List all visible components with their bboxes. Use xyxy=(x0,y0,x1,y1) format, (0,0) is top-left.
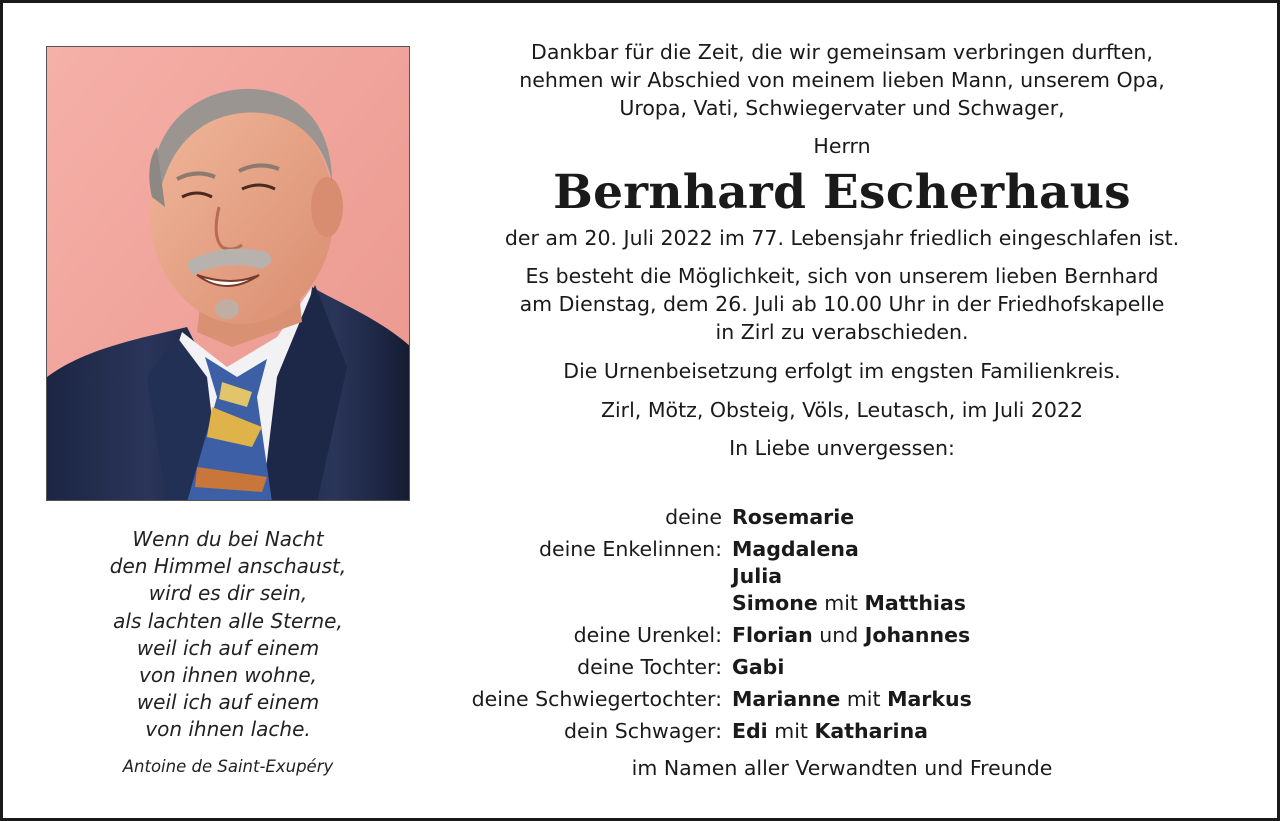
salutation: Herrn xyxy=(813,134,871,158)
family-name: Simone xyxy=(732,591,818,615)
family-row-granddaughters xyxy=(442,536,1242,617)
farewell-line: in Zirl zu verabschieden. xyxy=(715,320,969,344)
family-name: Matthias xyxy=(864,591,966,615)
family-name: Edi xyxy=(732,719,768,743)
family-row-wife xyxy=(442,504,1242,531)
poem-line: den Himmel anschaust, xyxy=(109,554,347,579)
intro-paragraph xyxy=(442,38,1242,122)
family-name: Rosemarie xyxy=(732,505,855,529)
relation-label: dein Schwager: xyxy=(563,719,722,743)
relation-label: deine Enkelinnen: xyxy=(538,537,722,561)
family-list xyxy=(442,504,1242,750)
relation-names xyxy=(732,718,1242,745)
in-love-heading: In Liebe unvergessen: xyxy=(729,436,955,460)
poem-line: von ihnen wohne, xyxy=(139,663,317,688)
farewell-line: am Dienstag, dem 26. Juli ab 10.00 Uhr in der Friedhofskapelle xyxy=(519,292,1165,316)
relation-label: deine Tochter: xyxy=(577,655,722,679)
place-date: Zirl, Mötz, Obsteig, Völs, Leutasch, im Juli 2022 xyxy=(600,398,1084,422)
family-name: Magdalena xyxy=(732,537,859,561)
farewell-paragraph xyxy=(442,262,1242,346)
urn-notice: Die Urnenbeisetzung erfolgt im engsten Familienkreis. xyxy=(563,359,1121,383)
poem-line: weil ich auf einem xyxy=(136,635,320,660)
intro-line: Dankbar für die Zeit, die wir gemeinsam verbringen durften, xyxy=(531,40,1153,64)
family-name: Johannes xyxy=(864,623,971,647)
family-row-daughter xyxy=(442,654,1242,681)
poem-line: wird es dir sein, xyxy=(148,581,308,606)
relation-label: deine Schwiegertochter: xyxy=(471,687,722,711)
relation-names xyxy=(732,622,1242,649)
connector-word: mit xyxy=(774,719,808,743)
family-name: Gabi xyxy=(732,655,785,679)
family-row-brother-in-law xyxy=(442,718,1242,745)
family-name: Katharina xyxy=(814,719,928,743)
relation-names xyxy=(732,686,1242,713)
poem-author: Antoine de Saint-Exupéry xyxy=(122,757,334,776)
poem-line: als lachten alle Sterne, xyxy=(113,608,343,633)
family-name: Marianne xyxy=(732,687,841,711)
family-name: Markus xyxy=(887,687,972,711)
family-row-daughter-in-law xyxy=(442,686,1242,713)
connector-word: mit xyxy=(824,591,858,615)
connector-word: und xyxy=(819,623,859,647)
poem-line: von ihnen lache. xyxy=(145,717,311,742)
family-name: Florian xyxy=(732,623,813,647)
connector-word: mit xyxy=(846,687,881,711)
relation-label: deine xyxy=(665,505,722,529)
relation-names xyxy=(732,504,1242,531)
family-name: Julia xyxy=(732,564,783,588)
death-notice: der am 20. Juli 2022 im 77. Lebensjahr friedlich eingeschlafen ist. xyxy=(504,226,1180,250)
intro-line: nehmen wir Abschied von meinem lieben Mann, unserem Opa, xyxy=(519,68,1165,92)
closing-line: im Namen aller Verwandten und Freunde xyxy=(631,756,1053,780)
farewell-line: Es besteht die Möglichkeit, sich von unserem lieben Bernhard xyxy=(525,264,1159,288)
intro-line: Uropa, Vati, Schwiegervater und Schwager, xyxy=(619,96,1065,120)
poem-line: weil ich auf einem xyxy=(136,690,320,715)
deceased-name: Bernhard Escherhaus xyxy=(553,165,1131,220)
relation-names xyxy=(732,536,1242,617)
relation-label: deine Urenkel: xyxy=(573,623,722,647)
poem-line: Wenn du bei Nacht xyxy=(132,527,324,551)
relation-names xyxy=(732,654,1242,681)
poem xyxy=(46,526,410,744)
family-row-greatgrandchildren xyxy=(442,622,1242,649)
portrait-photo xyxy=(46,46,410,501)
obituary-text xyxy=(442,38,1242,462)
